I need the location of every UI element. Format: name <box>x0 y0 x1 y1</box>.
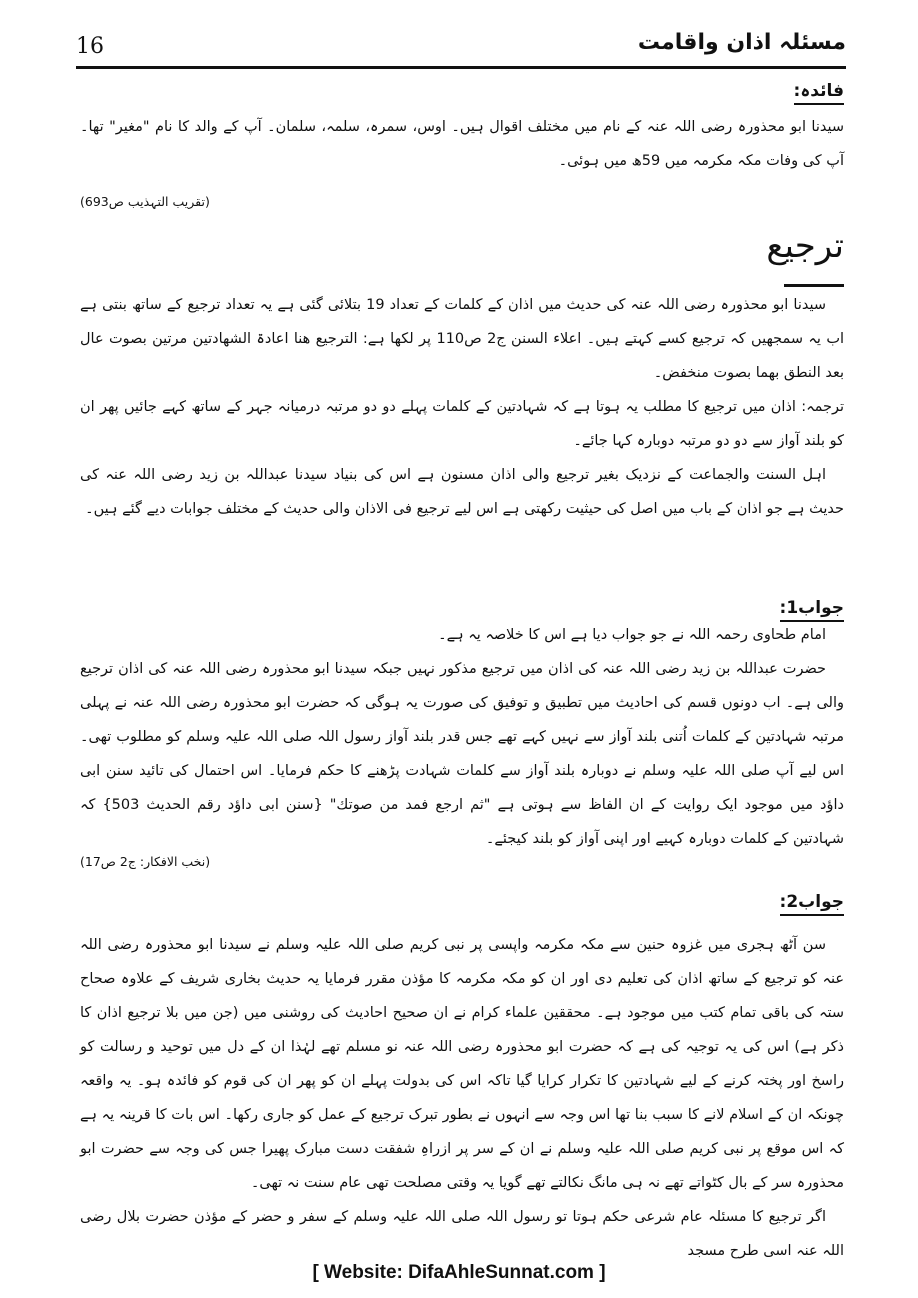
jawab-2-body <box>80 928 844 1268</box>
page-header <box>76 28 846 68</box>
jawab-1-section <box>80 598 844 618</box>
header-rule <box>76 66 846 69</box>
faida-heading: فائدہ: <box>80 80 844 101</box>
jawab-2-section <box>80 892 844 912</box>
tarjee-body <box>80 288 844 526</box>
section-title-rule <box>784 284 844 287</box>
faida-paragraph: سیدنا ابو محذورہ رضی اللہ عنہ کے نام میں مختلف اقوال ہیں۔ اوس، سمرہ، سلمہ، سلمان۔ آپ کے والد کا نام "مغیر" تھا۔ آپ کی وفات مکہ مکرمہ میں 59ھ میں ہوئی۔ <box>80 119 844 169</box>
jawab-2-paragraph-2: اگر ترجیع کا مسئلہ عام شرعی حکم ہوتا تو رسول اللہ صلی اللہ علیہ وسلم کے سفر و حضر کے مؤذن حضرت بلال رضی اللہ عنہ اسی طرح مسجد <box>80 1209 844 1259</box>
section-title-tarjee: ترجیع <box>766 226 844 266</box>
faida-body <box>80 110 844 178</box>
jawab-1-paragraph-2: حضرت عبداللہ بن زید رضی اللہ عنہ کی اذان میں ترجیع مذکور نہیں جبکہ سیدنا ابو محذورہ رضی اللہ عنہ کی اذان ترجیع والی ہے۔ اب دونوں قسم کی احادیث میں تطبیق و توفیق کی صورت یہ ہوگی کہ حضرت ابو محذورہ رضی اللہ عنہ نے پہلی مرتبہ شہادتین کے کلمات اُتنی بلند آواز سے نہیں کہے تھے جس قدر بلند آواز رسول اللہ صلی اللہ علیہ وسلم کو مطلوب تھی۔ اس لیے آپ صلی اللہ علیہ وسلم نے دوبارہ بلند آواز سے کلمات شہادت پڑھنے کا حکم فرمایا۔ اس احتمال کی تائید سنن ابی داؤد میں موجود ایک روایت کے ان الفاظ سے ہوتی ہے "ثم ارجع فمد من صوتك" {سنن ابی داؤد رقم الحدیث 503} کہ شہادتین کے کلمات دوبارہ کہیے اور اپنی آواز کو بلند کیجئے۔ <box>80 661 844 847</box>
jawab-1-heading: جواب1: <box>80 598 844 618</box>
jawab-1-body <box>80 618 844 856</box>
tarjee-paragraph-1: سیدنا ابو محذورہ رضی اللہ عنہ کی حدیث میں اذان کے کلمات کے تعداد 19 بتلائی گئی ہے یہ تعداد ترجیع کے ساتھ بنتی ہے اب یہ سمجھیں کہ ترجیع کسے کہتے ہیں۔ اعلاء السنن ج2 ص110 پر لکھا ہے: الترجیع ھنا اعادۃ الشھادتین مرتین بصوت عال بعد النطق بھما بصوت منخفض۔ <box>80 297 844 381</box>
jawab-2-heading: جواب2: <box>80 892 844 912</box>
jawab-1-paragraph-1: امام طحاوی رحمہ اللہ نے جو جواب دیا ہے اس کا خلاصہ یہ ہے۔ <box>438 627 826 643</box>
page-number: 16 <box>76 34 104 59</box>
jawab-1-reference: (نخب الافکار: ج2 ص17) <box>80 854 211 869</box>
footer-website: [ Website: DifaAhleSunnat.com ] <box>312 1262 606 1283</box>
book-title: مسئلہ اذان واقامت <box>637 30 846 55</box>
faida-section <box>80 80 844 101</box>
faida-reference: (تقریب التہذیب ص693) <box>80 194 210 209</box>
jawab-2-paragraph-1: سن آٹھ ہجری میں غزوہ حنین سے مکہ مکرمہ واپسی پر نبی کریم صلی اللہ علیہ وسلم نے سیدنا ابو محذورہ رضی اللہ عنہ کو ترجیع کے ساتھ اذان کی تعلیم دی اور ان کو مکہ مکرمہ کا مؤذن مقرر فرمایا یہ حدیث بخاری شریف کے علاوہ صحاح ستہ کی باقی تمام کتب میں موجود ہے۔ محققین علماء کرام نے ان صحیح احادیث کی روشنی میں (جن میں بلا ترجیع اذان کا ذکر ہے) اس کی یہ توجیہ کی ہے کہ حضرت ابو محذورہ رضی اللہ عنہ نو مسلم تھے لہٰذا ان کے دل میں توحید و رسالت کو راسخ اور پختہ کرنے کے لیے شہادتین کا تکرار کرایا گیا تاکہ اس کی بدولت پہلے ان کو پھر ان کی قوم کو فائدہ ہو۔ یہ واقعہ چونکہ ان کے اسلام لانے کا سبب بنا تھا اس وجہ سے انہوں نے بطور تبرک ترجیع کے عمل کو جاری رکھا۔ اس بات کا قرینہ یہ ہے کہ اس موقع پر نبی کریم صلی اللہ علیہ وسلم نے ان کے سر پر ازراہِ شفقت دست مبارک پھیرا جس کی وجہ سے حضرت ابو محذورہ سر کے بال کٹواتے تھے نہ ہی مانگ نکالتے تھے گویا یہ وقتی مصلحت تھی عام سنت نہ تھی۔ <box>80 937 844 1191</box>
tarjee-translation: ترجمہ: اذان میں ترجیع کا مطلب یہ ہوتا ہے کہ شہادتین کے کلمات پہلے دو دو مرتبہ درمیانہ جہر کے ساتھ کہے جائیں پھر ان کو بلند آواز سے دو دو مرتبہ دوبارہ کہا جائے۔ <box>80 399 844 449</box>
tarjee-paragraph-2: اہل السنت والجماعت کے نزدیک بغیر ترجیع والی اذان مسنون ہے اس کی بنیاد سیدنا عبداللہ بن زید رضی اللہ عنہ کی حدیث ہے جو اذان کے باب میں اصل کی حیثیت رکھتی ہے اس لیے ترجیع فی الاذان والی حدیث کے مختلف جوابات دیے گئے ہیں۔ <box>80 467 844 517</box>
